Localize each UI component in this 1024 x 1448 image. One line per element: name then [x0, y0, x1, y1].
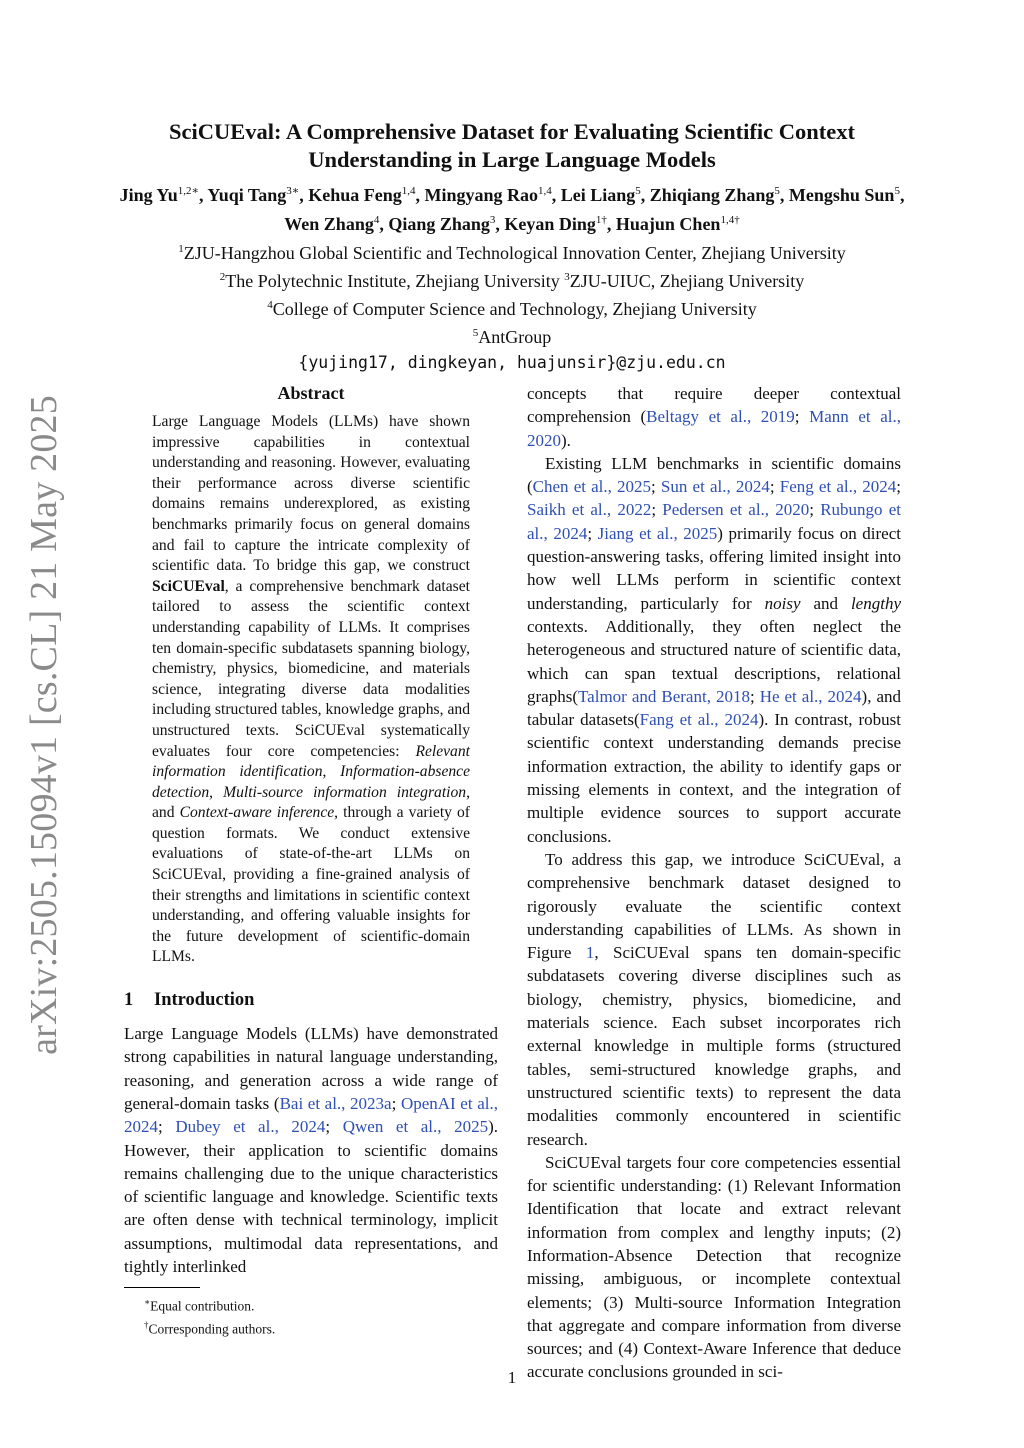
affiliation-2-3: $^2$The Polytechnic Institute, Zhejiang University $^3$ZJU-UIUC, Zhejiang University [219, 271, 805, 291]
figure-reference-link[interactable]: 1 [585, 943, 595, 963]
section-heading-introduction: 1 Introduction [124, 990, 255, 1011]
author-name: Qiang Zhang [388, 214, 490, 234]
author-affiliation-marker: 4 [373, 214, 380, 226]
author-affiliation-marker: 1† [595, 214, 607, 226]
paper-header [40, 118, 984, 375]
author-affiliation-marker: 5 [774, 185, 780, 197]
citation-link[interactable]: Rubungo et al., 2024 [527, 500, 901, 543]
right-column [527, 382, 901, 1384]
paper-title: SciCUEval: A Comprehensive Dataset for Evaluating Scientific Context Understanding in Large Language Models [168, 119, 855, 172]
footnote-divider [124, 1287, 200, 1288]
citation-link[interactable]: OpenAI et al., 2024 [124, 1093, 498, 1137]
author-affiliation-marker: 1,2∗ [177, 185, 199, 197]
citation-link[interactable]: Talmor and Berant, 2018 [577, 686, 750, 706]
author-affiliation-marker: 5 [894, 185, 900, 197]
citation-link[interactable]: Chen et al., 2025 [532, 477, 652, 497]
citation-link[interactable]: Feng et al., 2024 [779, 477, 897, 497]
intro-paragraph: Large Language Models (LLMs) have demonstrated strong capabilities in natural language understanding, reasoning, and generation across a wide range of general-domain tasks (Bai et al., 2023a; OpenAI et al., 2024; Dubey et al., 2024; Qwen et al., 2025). However, their application to scientific domains remains challenging due to the unique characteristics of scientific language and knowledge. Scientific texts are often dense with technical terminology, implicit assumptions, multimodal data representations, and tightly interlinked [124, 1024, 499, 1276]
author-name: Mengshu Sun [788, 185, 895, 205]
citation-link[interactable]: Dubey et al., 2024 [175, 1117, 326, 1137]
abstract-heading: Abstract [277, 383, 345, 403]
author-name: Wen Zhang [284, 214, 374, 234]
page-number: 1 [507, 1368, 517, 1387]
citation-link[interactable]: Beltagy et al., 2019 [646, 407, 795, 427]
author-name: Keyan Ding [504, 214, 596, 234]
paragraph-existing-benchmarks: Existing LLM benchmarks in scientific domains (Chen et al., 2025; Sun et al., 2024; Feng et al., 2024; Saikh et al., 2022; Pedersen et al., 2020; Rubungo et al., 2024; Jiang et al., 2025) primarily focus on direct question-answering tasks, offering limited insight into how well LLMs perform in scientific context understanding, particularly for noisy and lengthy contexts. Additionally, they often neglect the heterogeneous and structured nature of scientific data, which can span textual descriptions, relational graphs(Talmor and Berant, 2018; He et al., 2024), and tabular datasets(Fang et al., 2024). In contrast, robust scientific context understanding demands precise information extraction, the ability to identify gaps or missing elements in context, and the integration of multiple evidence sources to support accurate conclusions. [527, 453, 902, 846]
citation-link[interactable]: Pedersen et al., 2020 [662, 500, 810, 520]
author-line: Jing $Yu^{1,2∗}$, Yuqi Tang$^{3∗}$, Kehua Feng$^{1,4}$, Mingyang Rao$^{1,4}$, Lei Liang$^5$, Zhiqiang Zhang$^5$, Mengshu Sun$^5$, [119, 185, 905, 205]
author-affiliation-marker: 1,4 [401, 185, 416, 197]
footnote-corresponding: †Corresponding authors. [144, 1319, 276, 1337]
author-name: Mingyang Rao [424, 185, 539, 205]
paragraph-core-competencies: SciCUEval targets four core competencies essential for scientific understanding: (1) Relevant Information Identification that locate and extract relevant information from complex and lengthy inputs; (2) Information-Absence Detection that recognize missing, ambiguous, or incomplete contextual elements; (3) Multi-source Information Integration that aggregate and compare information from diverse sources; and (4) Context-Aware Inference that deduce accurate conclusions grounded in sci- [527, 1152, 901, 1382]
affiliation-4: $^4$College of Computer Science and Technology, Zhejiang University [267, 299, 757, 319]
citation-link[interactable]: Qwen et al., 2025 [342, 1117, 489, 1137]
affiliation-5: $^5$AntGroup [472, 327, 552, 347]
citation-link[interactable]: Saikh et al., 2022 [527, 500, 652, 520]
author-list [40, 179, 984, 237]
contact-email: {yujing17, dingkeyan, huajunsir}@zju.edu.cn [298, 353, 726, 372]
author-line: Wen Zhang$^4$, Qiang Zhang$^3$, Keyan Ding$^{1\dagger}$, Huajun Chen$^{1,4\dagger}$ [284, 214, 740, 234]
citation-link[interactable]: Sun et al., 2024 [660, 477, 770, 497]
paragraph-introduce-scicueval: To address this gap, we introduce SciCUEval, a comprehensive benchmark dataset designed to rigorously evaluate the scientific context understanding capabilities of LLMs. As shown in Figure 1, SciCUEval spans ten domain-specific subdatasets covering diverse disciplines such as biology, chemistry, physics, biomedicine, and materials science. Each subset incorporates rich external knowledge in multiple forms (structured tables, semi-structured knowledge graphs, and unstructured scientific texts) to represent the data modalities commonly encountered in scientific research. [527, 849, 901, 1149]
author-affiliation-marker: 1,4† [720, 214, 740, 226]
paragraph-continuation: concepts that require deeper contextual comprehension (Beltagy et al., 2019; Mann et al., 2020). [527, 384, 901, 450]
citation-link[interactable]: Bai et al., 2023a [279, 1093, 392, 1113]
left-column [124, 382, 498, 1338]
author-affiliation-marker: 1,4 [538, 185, 552, 197]
author-name: Huajun Chen [615, 214, 721, 234]
author-name: Yuqi Tang [207, 185, 287, 205]
author-name: Jing Yu [119, 185, 178, 205]
author-name: Lei Liang [560, 185, 636, 205]
citation-link[interactable]: Fang et al., 2024 [639, 710, 759, 730]
affiliation-1: $^1$ZJU-Hangzhou Global Scientific and Technological Innovation Center, Zhejiang University [178, 243, 846, 263]
citation-link[interactable]: He et al., 2024 [759, 686, 862, 706]
author-name: Kehua Feng [308, 185, 402, 205]
citation-link[interactable]: Mann et al., 2020 [527, 407, 901, 450]
author-affiliation-marker: 3∗ [286, 185, 300, 197]
author-affiliation-marker: 3 [489, 214, 496, 226]
arxiv-identifier: arXiv:2505.15094v1 [cs.CL] 21 May 2025 [23, 395, 65, 1055]
footnote-equal-contribution: ∗Equal contribution. [144, 1297, 255, 1314]
arxiv-sidebar [14, 395, 74, 1055]
author-affiliation-marker: 5 [635, 185, 641, 197]
author-name: Zhiqiang Zhang [649, 185, 775, 205]
abstract-text: Large Language Models (LLMs) have shown impressive capabilities in contextual understanding and reasoning. However, evaluating their performance across diverse scientific domains remains underexplored, as existing benchmarks primarily focus on general domains and fail to capture the intricate complexity of scientific data. To bridge this gap, we construct SciCUEval, a comprehensive benchmark dataset tailored to assess the scientific context understanding capability of LLMs. It comprises ten domain-specific subdatasets spanning biology, chemistry, physics, biomedicine, and materials science, integrating diverse data modalities including structured tables, knowledge graphs, and unstructured texts. SciCUEval systematically evaluates four core competencies: Relevant information identification, Information-absence detection, Multi-source information integration, and Context-aware inference, through a variety of question formats. We conduct extensive evaluations of state-of-the-art LLMs on SciCUEval, providing a fine-grained analysis of their strengths and limitations in scientific context understanding, and offering valuable insights for the future development of scientific-domain LLMs. [152, 413, 471, 966]
citation-link[interactable]: Jiang et al., 2025 [597, 523, 718, 543]
